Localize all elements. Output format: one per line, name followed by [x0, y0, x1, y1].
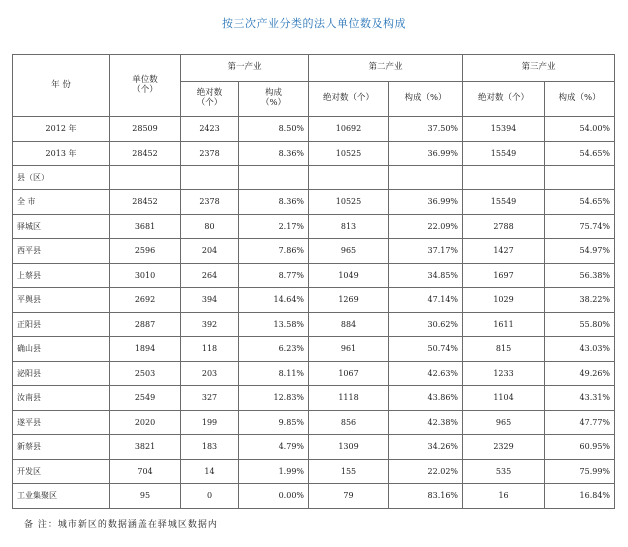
primary-pct-header: 构成 （%） — [239, 82, 309, 117]
year-header: 年 份 — [13, 55, 110, 117]
units-count-cell: 2503 — [110, 361, 181, 386]
secondary-pct-cell: 34.85% — [389, 263, 463, 288]
primary-pct-cell: 0.00% — [239, 484, 309, 509]
tertiary-pct-cell: 60.95% — [545, 435, 615, 460]
units-count-cell: 2692 — [110, 288, 181, 313]
table-title: 按三次产业分类的法人单位数及构成 — [222, 17, 406, 30]
secondary-pct-cell: 37.17% — [389, 239, 463, 264]
table-row — [13, 435, 615, 460]
primary-pct-cell: 8.77% — [239, 263, 309, 288]
industry-units-table — [12, 54, 615, 509]
primary-industry-header: 第一产业 — [181, 55, 309, 82]
row-label-cell: 正阳县 — [13, 312, 110, 337]
table-row — [13, 190, 615, 215]
row-label-cell: 平舆县 — [13, 288, 110, 313]
primary-abs-cell: 204 — [181, 239, 239, 264]
table-row — [13, 337, 615, 362]
primary-pct-cell: 2.17% — [239, 214, 309, 239]
tertiary-abs-cell: 815 — [463, 337, 545, 362]
tertiary-pct-cell: 56.38% — [545, 263, 615, 288]
primary-pct-cell: 4.79% — [239, 435, 309, 460]
units-count-cell: 28452 — [110, 190, 181, 215]
units-count-cell: 2549 — [110, 386, 181, 411]
secondary-pct-cell: 42.63% — [389, 361, 463, 386]
tertiary-industry-header: 第三产业 — [463, 55, 615, 82]
primary-pct-cell: 8.11% — [239, 361, 309, 386]
primary-abs-cell: 118 — [181, 337, 239, 362]
section-empty-cell — [309, 166, 389, 190]
table-row — [13, 288, 615, 313]
secondary-abs-cell: 10525 — [309, 190, 389, 215]
units-count-cell: 28509 — [110, 117, 181, 142]
units-count-cell: 2887 — [110, 312, 181, 337]
section-empty-cell — [545, 166, 615, 190]
secondary-pct-cell: 34.26% — [389, 435, 463, 460]
secondary-pct-cell: 22.09% — [389, 214, 463, 239]
secondary-pct-cell: 42.38% — [389, 410, 463, 435]
units-count-cell: 1894 — [110, 337, 181, 362]
tertiary-pct-header: 构成（%） — [545, 82, 615, 117]
tertiary-abs-cell: 535 — [463, 459, 545, 484]
secondary-abs-cell: 1269 — [309, 288, 389, 313]
secondary-pct-cell: 50.74% — [389, 337, 463, 362]
primary-pct-cell: 13.58% — [239, 312, 309, 337]
table-row — [13, 410, 615, 435]
section-empty-cell — [463, 166, 545, 190]
tertiary-pct-cell: 54.65% — [545, 190, 615, 215]
secondary-abs-cell: 10692 — [309, 117, 389, 142]
units-header: 单位数 （个） — [110, 55, 181, 117]
section-empty-cell — [389, 166, 463, 190]
secondary-abs-cell: 10525 — [309, 141, 389, 166]
primary-abs-cell: 392 — [181, 312, 239, 337]
secondary-abs-cell: 813 — [309, 214, 389, 239]
county-section-label: 县（区） — [13, 166, 110, 190]
primary-abs-cell: 199 — [181, 410, 239, 435]
primary-pct-cell: 9.85% — [239, 410, 309, 435]
secondary-pct-cell: 83.16% — [389, 484, 463, 509]
secondary-abs-cell: 1309 — [309, 435, 389, 460]
secondary-pct-cell: 37.50% — [389, 117, 463, 142]
tertiary-pct-cell: 49.26% — [545, 361, 615, 386]
primary-abs-cell: 203 — [181, 361, 239, 386]
primary-abs-cell: 2378 — [181, 141, 239, 166]
table-row — [13, 263, 615, 288]
footnote: 备 注：城市新区的数据涵盖在驿城区数据内 — [24, 520, 218, 530]
tertiary-pct-cell: 43.03% — [545, 337, 615, 362]
primary-abs-cell: 2378 — [181, 190, 239, 215]
tertiary-abs-cell: 1104 — [463, 386, 545, 411]
row-label-cell: 西平县 — [13, 239, 110, 264]
primary-abs-cell: 0 — [181, 484, 239, 509]
tertiary-abs-header: 绝对数（个） — [463, 82, 545, 117]
table-row — [13, 386, 615, 411]
row-label-cell: 泌阳县 — [13, 361, 110, 386]
secondary-pct-cell: 30.62% — [389, 312, 463, 337]
primary-pct-cell: 8.36% — [239, 141, 309, 166]
tertiary-pct-cell: 54.00% — [545, 117, 615, 142]
secondary-abs-cell: 1067 — [309, 361, 389, 386]
tertiary-abs-cell: 16 — [463, 484, 545, 509]
tertiary-abs-cell: 2329 — [463, 435, 545, 460]
tertiary-pct-cell: 54.97% — [545, 239, 615, 264]
row-label-cell: 2013 年 — [13, 141, 110, 166]
secondary-abs-header: 绝对数（个） — [309, 82, 389, 117]
units-count-cell: 3010 — [110, 263, 181, 288]
units-count-cell: 704 — [110, 459, 181, 484]
row-label-cell: 驿城区 — [13, 214, 110, 239]
tertiary-abs-cell: 15549 — [463, 190, 545, 215]
secondary-pct-header: 构成（%） — [389, 82, 463, 117]
row-label-cell: 开发区 — [13, 459, 110, 484]
secondary-industry-header: 第二产业 — [309, 55, 463, 82]
tertiary-pct-cell: 75.74% — [545, 214, 615, 239]
primary-abs-cell: 2423 — [181, 117, 239, 142]
units-count-cell: 3821 — [110, 435, 181, 460]
row-label-cell: 遂平县 — [13, 410, 110, 435]
row-label-cell: 新蔡县 — [13, 435, 110, 460]
tertiary-pct-cell: 47.77% — [545, 410, 615, 435]
primary-abs-header: 绝对数 （个） — [181, 82, 239, 117]
tertiary-abs-cell: 1029 — [463, 288, 545, 313]
tertiary-pct-cell: 43.31% — [545, 386, 615, 411]
secondary-pct-cell: 43.86% — [389, 386, 463, 411]
table-row — [13, 459, 615, 484]
table-row — [13, 117, 615, 142]
table-row — [13, 361, 615, 386]
secondary-abs-cell: 155 — [309, 459, 389, 484]
tertiary-pct-cell: 16.84% — [545, 484, 615, 509]
units-count-cell: 3681 — [110, 214, 181, 239]
secondary-abs-cell: 1049 — [309, 263, 389, 288]
row-label-cell: 上蔡县 — [13, 263, 110, 288]
tertiary-abs-cell: 1427 — [463, 239, 545, 264]
secondary-pct-cell: 36.99% — [389, 190, 463, 215]
tertiary-pct-cell: 54.65% — [545, 141, 615, 166]
table-row — [13, 312, 615, 337]
primary-abs-cell: 394 — [181, 288, 239, 313]
primary-pct-cell: 1.99% — [239, 459, 309, 484]
section-empty-cell — [181, 166, 239, 190]
tertiary-abs-cell: 1233 — [463, 361, 545, 386]
secondary-pct-cell: 22.02% — [389, 459, 463, 484]
primary-pct-cell: 7.86% — [239, 239, 309, 264]
primary-pct-cell: 8.50% — [239, 117, 309, 142]
tertiary-pct-cell: 38.22% — [545, 288, 615, 313]
section-empty-cell — [239, 166, 309, 190]
row-label-cell: 确山县 — [13, 337, 110, 362]
tertiary-pct-cell: 75.99% — [545, 459, 615, 484]
secondary-abs-cell: 79 — [309, 484, 389, 509]
row-label-cell: 全 市 — [13, 190, 110, 215]
primary-pct-cell: 8.36% — [239, 190, 309, 215]
section-empty-cell — [110, 166, 181, 190]
tertiary-pct-cell: 55.80% — [545, 312, 615, 337]
tertiary-abs-cell: 965 — [463, 410, 545, 435]
table-row — [13, 239, 615, 264]
secondary-abs-cell: 856 — [309, 410, 389, 435]
row-label-cell: 汝南县 — [13, 386, 110, 411]
units-count-cell: 95 — [110, 484, 181, 509]
units-count-cell: 2596 — [110, 239, 181, 264]
secondary-abs-cell: 961 — [309, 337, 389, 362]
primary-pct-cell: 12.83% — [239, 386, 309, 411]
table-row — [13, 141, 615, 166]
table-row — [13, 214, 615, 239]
secondary-pct-cell: 36.99% — [389, 141, 463, 166]
primary-abs-cell: 327 — [181, 386, 239, 411]
tertiary-abs-cell: 1697 — [463, 263, 545, 288]
tertiary-abs-cell: 1611 — [463, 312, 545, 337]
row-label-cell: 2012 年 — [13, 117, 110, 142]
secondary-abs-cell: 965 — [309, 239, 389, 264]
primary-abs-cell: 14 — [181, 459, 239, 484]
primary-pct-cell: 6.23% — [239, 337, 309, 362]
units-count-cell: 28452 — [110, 141, 181, 166]
primary-abs-cell: 80 — [181, 214, 239, 239]
tertiary-abs-cell: 2788 — [463, 214, 545, 239]
tertiary-abs-cell: 15549 — [463, 141, 545, 166]
secondary-abs-cell: 884 — [309, 312, 389, 337]
units-count-cell: 2020 — [110, 410, 181, 435]
secondary-abs-cell: 1118 — [309, 386, 389, 411]
row-label-cell: 工业集聚区 — [13, 484, 110, 509]
primary-abs-cell: 264 — [181, 263, 239, 288]
secondary-pct-cell: 47.14% — [389, 288, 463, 313]
primary-pct-cell: 14.64% — [239, 288, 309, 313]
table-row — [13, 484, 615, 509]
tertiary-abs-cell: 15394 — [463, 117, 545, 142]
primary-abs-cell: 183 — [181, 435, 239, 460]
